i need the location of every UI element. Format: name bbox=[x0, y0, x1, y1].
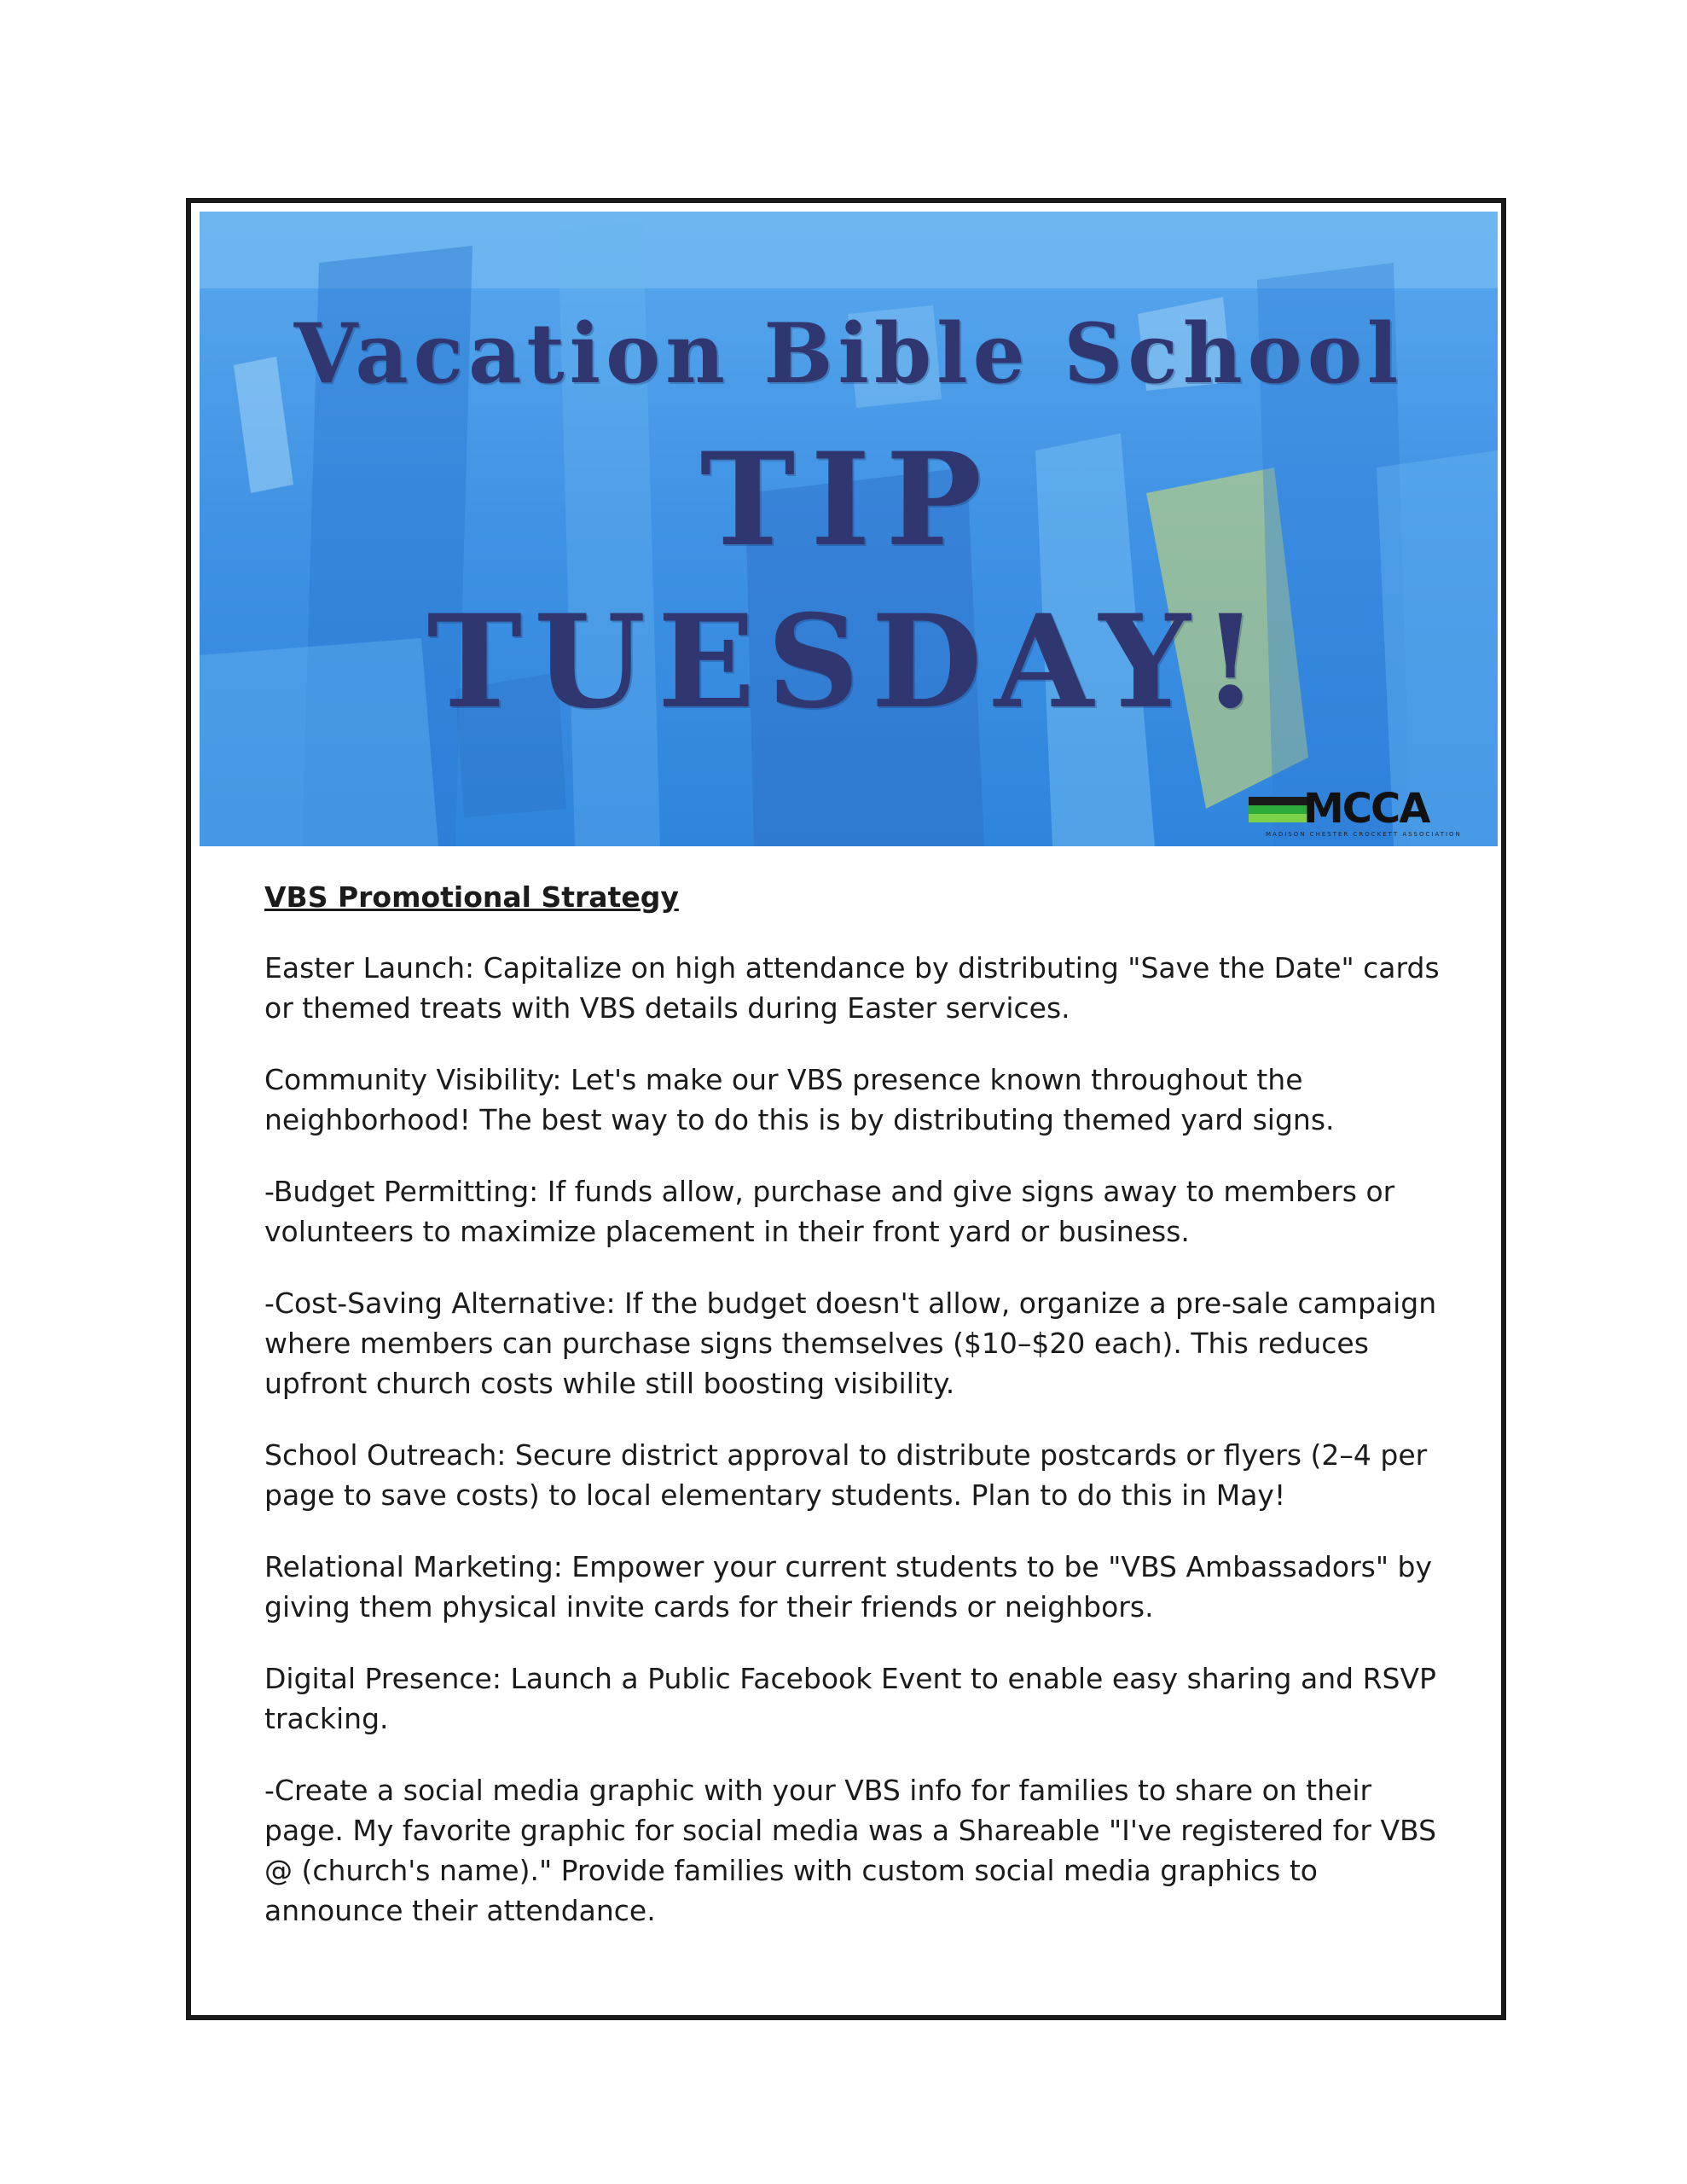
section-heading: VBS Promotional Strategy bbox=[264, 880, 679, 914]
paragraph-digital-presence: Digital Presence: Launch a Public Facebook Event to enable easy sharing and RSVP tracking. bbox=[264, 1662, 1436, 1735]
logo-stripes-icon bbox=[1249, 797, 1308, 822]
banner-title-line2: TIP bbox=[699, 425, 998, 575]
paragraph-cost-saving: -Cost-Saving Alternative: If the budget doesn't allow, organize a pre-sale campaign where members can purchase signs themselves ($10–$20 each). This reduces upfront church costs while still boosting visibility. bbox=[264, 1287, 1437, 1400]
paragraph-community-visibility: Community Visibility: Let's make our VBS presence known throughout the neighborhood! The best way to do this is by distributing themed yard signs. bbox=[264, 1063, 1335, 1136]
banner-title-line1: Vacation Bible School bbox=[293, 305, 1404, 402]
flyer-frame bbox=[186, 198, 1506, 2020]
paragraph-school-outreach: School Outreach: Secure district approval to distribute postcards or flyers (2–4 per page to save costs) to local elementary students. Plan to do this in May! bbox=[264, 1438, 1428, 1512]
paragraph-relational-marketing: Relational Marketing: Empower your current students to be "VBS Ambassadors" by giving them physical invite cards for their friends or neighbors. bbox=[264, 1550, 1433, 1623]
logo-subtitle: MADISON CHESTER CROCKETT ASSOCIATION bbox=[1266, 831, 1462, 838]
content bbox=[264, 877, 1458, 1962]
paragraph-budget-permitting: -Budget Permitting: If funds allow, purchase and give signs away to members or volunteers to maximize placement in their front yard or business. bbox=[264, 1175, 1395, 1248]
mcca-logo bbox=[1249, 785, 1487, 843]
paragraph-easter-launch: Easter Launch: Capitalize on high attendance by distributing "Save the Date" cards or themed treats with VBS details during Easter services. bbox=[264, 951, 1440, 1025]
paragraph-social-media-graphic: -Create a social media graphic with your VBS info for families to share on their page. My favorite graphic for social media was a Shareable "I've registered for VBS @ (church's name)." Provide families with custom social media graphics to announce their attendance. bbox=[264, 1774, 1437, 1927]
banner bbox=[200, 212, 1498, 846]
banner-title-line3: TUESDAY! bbox=[426, 587, 1271, 737]
logo-mark: MCCA bbox=[1303, 785, 1429, 833]
